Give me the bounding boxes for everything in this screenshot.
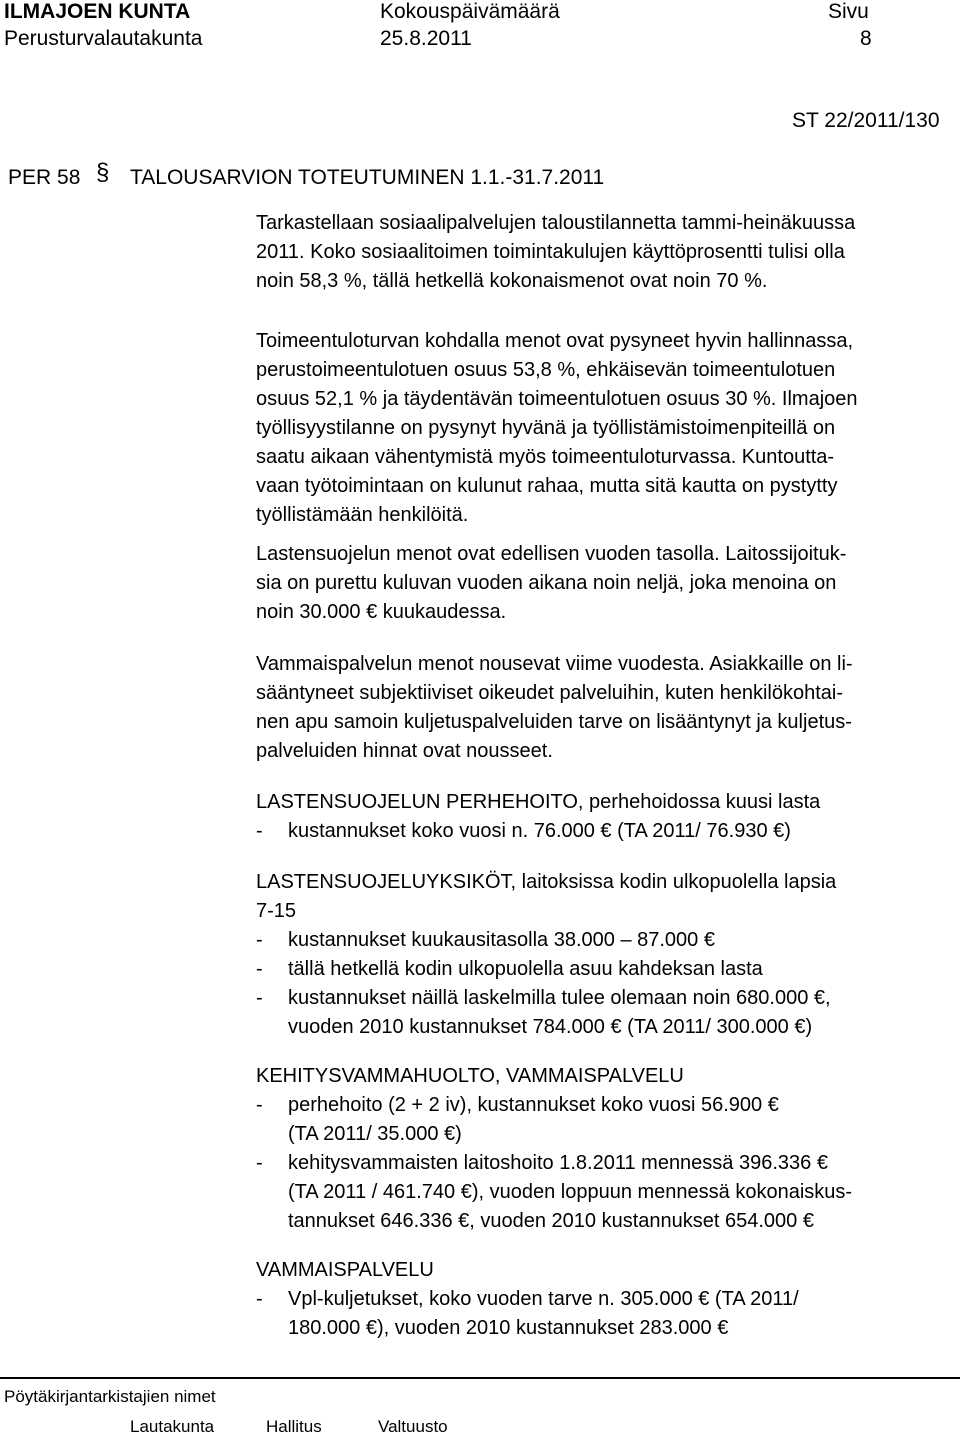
text-line: osuus 52,1 % ja täydentävän toimeentulotuen osuus 30 %. Ilmajoen [256,388,858,410]
list-item: kehitysvammaisten laitoshoito 1.8.2011 mennessä 396.336 € [288,1152,828,1174]
list-dash: - [256,987,263,1009]
list-item-cont: (TA 2011/ 35.000 €) [288,1123,462,1145]
paragraph-overview [256,209,940,296]
text-line: Lastensuojelun menot ovat edellisen vuoden tasolla. Laitossijoituk- [256,543,847,565]
text-line: noin 58,3 %, tällä hetkellä kokonaismenot ovat noin 70 %. [256,270,768,292]
text-line: työllisyystilanne on pysynyt hyvänä ja työllistämistoimenpiteillä on [256,417,836,439]
text-line: palveluiden hinnat ovat nousseet. [256,740,553,762]
footer-government-label: Hallitus [266,1417,322,1436]
footer-divider [0,1377,960,1379]
text-line: Tarkastellaan sosiaalipalvelujen taloustilannetta tammi-heinäkuussa [256,212,856,234]
heading-child-welfare-units: LASTENSUOJELUYKSIKÖT, laitoksissa kodin ulkopuolella lapsia [256,871,837,893]
text-line: Vammaispalvelun menot nousevat viime vuodesta. Asiakkaille on li- [256,653,853,675]
list-item: Vpl-kuljetukset, koko vuoden tarve n. 305.000 € (TA 2011/ [288,1288,799,1310]
text-line: 2011. Koko sosiaalitoimen toimintakulujen käyttöprosentti tulisi olla [256,241,845,263]
paragraph-income-support [256,327,940,530]
footer-council-label: Valtuusto [378,1417,448,1436]
reference-number: ST 22/2011/130 [792,109,940,132]
meeting-date: 25.8.2011 [380,27,472,50]
paragraph-disability-services [256,650,940,766]
footer-checkers-label: Pöytäkirjantarkistajien nimet [4,1387,216,1406]
text-line: sia on purettu kuluvan vuoden aikana noin neljä, joka menoina on [256,572,837,594]
heading-disability-services: VAMMAISPALVELU [256,1259,434,1281]
text-line: työllistämään henkilöitä. [256,504,469,526]
text-line: vaan työtoimintaan on kulunut rahaa, mutta sitä kautta on pystytty [256,475,838,497]
text-line: Toimeentuloturvan kohdalla menot ovat pysyneet hyvin hallinnassa, [256,330,854,352]
page-number: 8 [860,27,872,50]
text-line: nen apu samoin kuljetuspalveluiden tarve on lisääntynyt ja kuljetus- [256,711,852,733]
list-dash: - [256,1288,263,1310]
text-line: noin 30.000 € kuukaudessa. [256,601,507,623]
heading-developmental-disability: KEHITYSVAMMAHUOLTO, VAMMAISPALVELU [256,1065,684,1087]
text-line: perustoimeentulotuen osuus 53,8 %, ehkäisevän toimeentulotuen [256,359,836,381]
list-item-cont: vuoden 2010 kustannukset 784.000 € (TA 2011/ 300.000 €) [288,1016,813,1038]
board-name: Perusturvalautakunta [4,27,203,50]
list-dash: - [256,958,263,980]
list-item-cont: tannukset 646.336 €, vuoden 2010 kustannukset 654.000 € [288,1210,814,1232]
section-title: TALOUSARVION TOTEUTUMINEN 1.1.-31.7.2011 [130,166,605,189]
footer-board-label: Lautakunta [130,1417,215,1436]
list-dash: - [256,820,263,842]
list-item-cont: 180.000 €), vuoden 2010 kustannukset 283.000 € [288,1317,729,1339]
heading-child-welfare-units-cont: 7-15 [256,900,297,922]
date-label: Kokouspäivämäärä [380,0,560,23]
text-line: sääntyneet subjektiiviset oikeudet palveluihin, kuten henkilökohtai- [256,682,844,704]
section-marker: § [96,159,110,186]
list-item: kustannukset koko vuosi n. 76.000 € (TA 2011/ 76.930 €) [288,820,791,842]
org-name: ILMAJOEN KUNTA [4,0,191,23]
list-dash: - [256,1152,263,1174]
page-label: Sivu [828,0,869,23]
text-line: saatu aikaan vähentymistä myös toimeentuloturvassa. Kuntoutta- [256,446,835,468]
list-dash: - [256,929,263,951]
paragraph-child-welfare [256,540,940,627]
list-item: kustannukset näillä laskelmilla tulee olemaan noin 680.000 €, [288,987,831,1009]
section-number: PER 58 [8,166,81,189]
list-item-cont: (TA 2011 / 461.740 €), vuoden loppuun mennessä kokonaiskus- [288,1181,853,1203]
heading-foster-care: LASTENSUOJELUN PERHEHOITO, perhehoidossa kuusi lasta [256,791,821,813]
list-item: perhehoito (2 + 2 iv), kustannukset koko vuosi 56.900 € [288,1094,779,1116]
list-item: kustannukset kuukausitasolla 38.000 – 87.000 € [288,929,715,951]
list-item: tällä hetkellä kodin ulkopuolella asuu kahdeksan lasta [288,958,763,980]
list-dash: - [256,1094,263,1116]
